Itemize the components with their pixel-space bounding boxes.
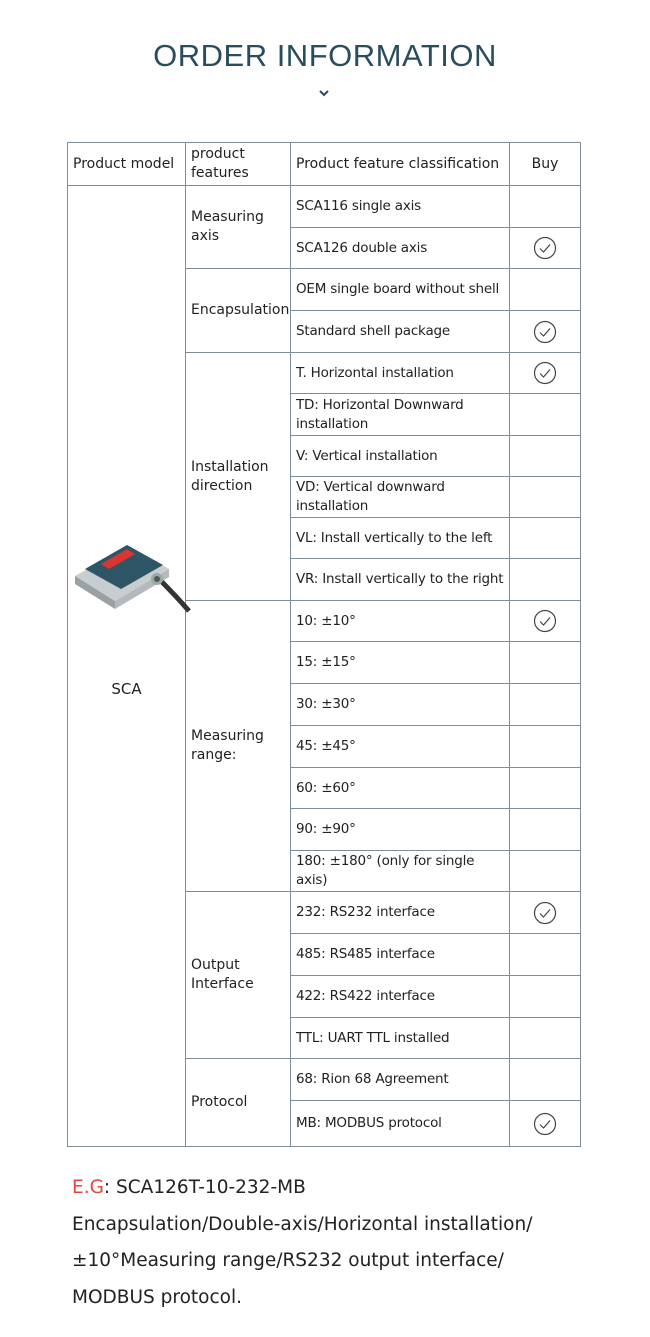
feature-option-cell: MB: MODBUS protocol: [291, 1101, 510, 1147]
column-header-classification: Product feature classification: [291, 143, 510, 186]
check-circle-icon: [533, 320, 557, 344]
feature-option-cell: SCA116 single axis: [291, 186, 510, 228]
feature-option-cell: 422: RS422 interface: [291, 976, 510, 1018]
column-header-features: product features: [186, 143, 291, 186]
feature-option-cell: 485: RS485 interface: [291, 934, 510, 976]
buy-cell: [510, 1059, 581, 1101]
feature-option-cell: VD: Vertical downward installation: [291, 477, 510, 518]
feature-option-cell: VR: Install vertically to the right: [291, 559, 510, 601]
buy-cell: [510, 436, 581, 477]
buy-cell: [510, 1018, 581, 1059]
table-header-row: [68, 143, 581, 186]
feature-option-cell: 90: ±90°: [291, 809, 510, 851]
feature-option-cell: 30: ±30°: [291, 684, 510, 726]
buy-cell: [510, 186, 581, 228]
buy-cell: [510, 394, 581, 436]
buy-cell: [510, 768, 581, 809]
product-model-label: SCA: [111, 680, 142, 698]
check-circle-icon: [533, 361, 557, 385]
buy-cell: [510, 934, 581, 976]
feature-option-cell: SCA126 double axis: [291, 228, 510, 269]
feature-option-cell: TTL: UART TTL installed: [291, 1018, 510, 1059]
example-line: MODBUS protocol.: [72, 1286, 242, 1308]
buy-cell: [510, 269, 581, 311]
buy-cell: [510, 601, 581, 642]
example-code: : SCA126T-10-232-MB: [103, 1177, 306, 1198]
page-title: ORDER INFORMATION: [153, 38, 497, 73]
example-line: Encapsulation/Double-axis/Horizontal installation/: [72, 1213, 533, 1235]
buy-cell: [510, 477, 581, 518]
buy-cell: [510, 892, 581, 934]
buy-cell: [510, 642, 581, 684]
feature-option-cell: 15: ±15°: [291, 642, 510, 684]
feature-option-cell: 232: RS232 interface: [291, 892, 510, 934]
feature-option-cell: VL: Install vertically to the left: [291, 518, 510, 559]
example-line: ±10°Measuring range/RS232 output interface/: [72, 1250, 504, 1271]
check-circle-icon: [533, 609, 557, 633]
product-feature-cell: Installation direction: [186, 353, 291, 601]
chevron-down-icon: [317, 86, 331, 100]
check-circle-icon: [533, 1112, 557, 1136]
column-header-buy: Buy: [510, 143, 581, 186]
example-code-line: [72, 1170, 532, 1207]
order-table: [67, 142, 581, 1147]
feature-option-cell: 68: Rion 68 Agreement: [291, 1059, 510, 1101]
product-feature-cell: Output Interface: [186, 892, 291, 1059]
feature-option-cell: TD: Horizontal Downward installation: [291, 394, 510, 436]
product-feature-cell: Measuring range:: [186, 601, 291, 892]
feature-option-cell: 180: ±180° (only for single axis): [291, 851, 510, 892]
buy-cell: [510, 851, 581, 892]
feature-option-cell: V: Vertical installation: [291, 436, 510, 477]
column-header-model: Product model: [68, 143, 186, 186]
sensor-device-image: [71, 521, 191, 616]
check-circle-icon: [533, 236, 557, 260]
buy-cell: [510, 228, 581, 269]
product-model-cell: [68, 186, 186, 1147]
feature-option-cell: 45: ±45°: [291, 726, 510, 768]
buy-cell: [510, 1101, 581, 1147]
product-feature-cell: Encapsulation: [186, 269, 291, 353]
feature-option-cell: 60: ±60°: [291, 768, 510, 809]
buy-cell: [510, 559, 581, 601]
feature-option-cell: 10: ±10°: [291, 601, 510, 642]
feature-option-cell: T. Horizontal installation: [291, 353, 510, 394]
example-block: [72, 1170, 532, 1316]
check-circle-icon: [533, 901, 557, 925]
example-prefix: E.G: [72, 1177, 104, 1198]
buy-cell: [510, 353, 581, 394]
table-row: [68, 186, 581, 228]
product-feature-cell: Measuring axis: [186, 186, 291, 269]
buy-cell: [510, 809, 581, 851]
buy-cell: [510, 311, 581, 353]
product-feature-cell: Protocol: [186, 1059, 291, 1147]
feature-option-cell: OEM single board without shell: [291, 269, 510, 311]
buy-cell: [510, 518, 581, 559]
buy-cell: [510, 684, 581, 726]
buy-cell: [510, 976, 581, 1018]
buy-cell: [510, 726, 581, 768]
feature-option-cell: Standard shell package: [291, 311, 510, 353]
